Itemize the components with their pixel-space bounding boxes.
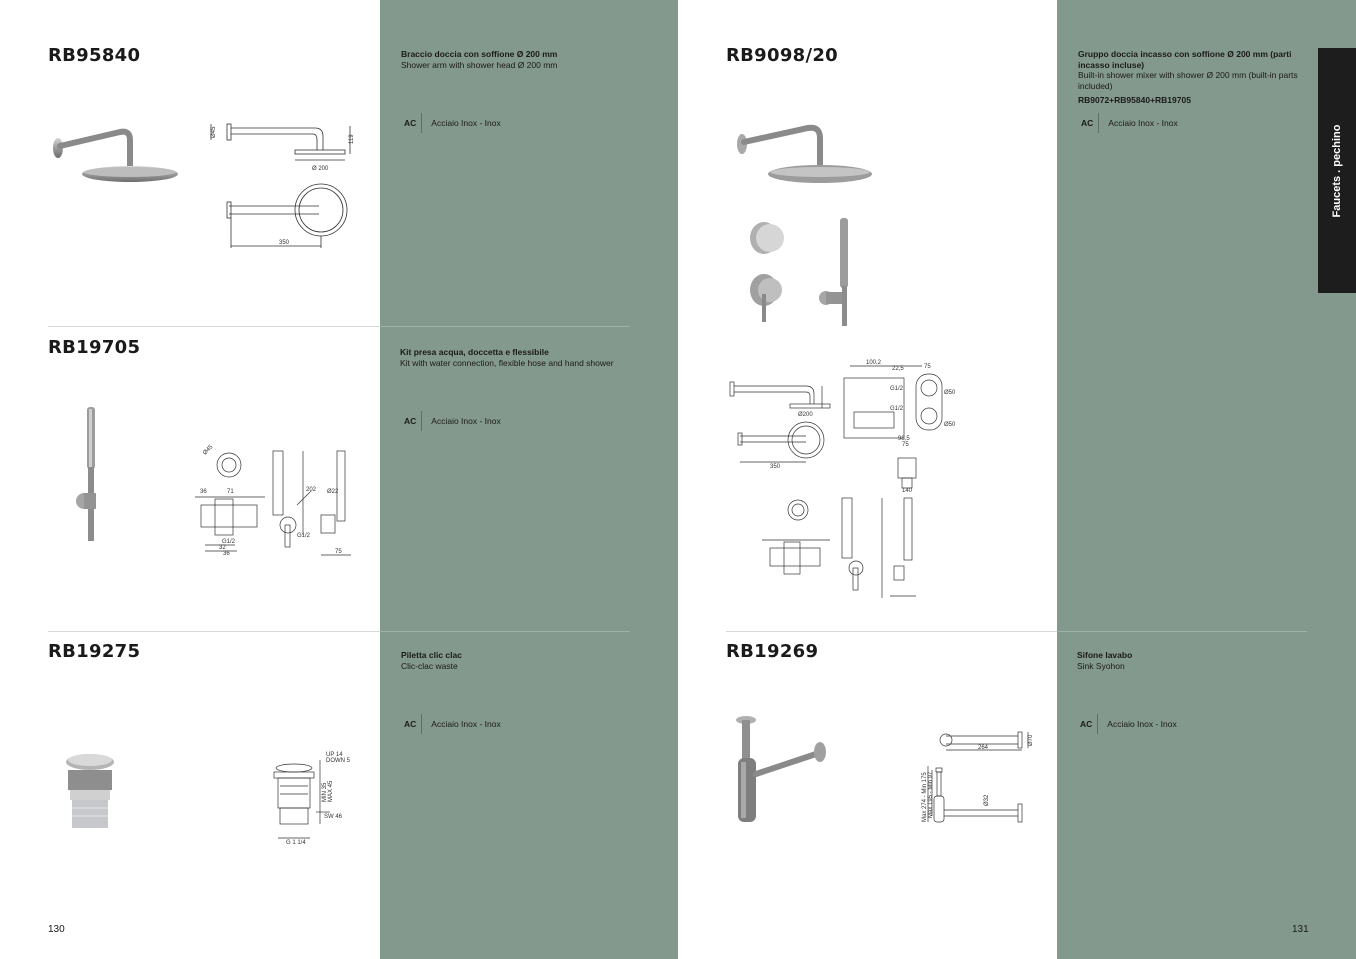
product-name-en: Sink Syohon [1077,660,1125,671]
product-description [1078,49,1298,106]
product-name-en: Shower arm with shower head Ø 200 mm [401,59,558,70]
dimension-label: 350 [770,464,781,470]
dimension-label: 75 [924,364,931,370]
dimension-label: 36 [223,551,230,557]
dimension-label: Ø45 [211,126,217,138]
product-description [1077,650,1287,671]
dimension-label: 264 [978,745,989,751]
dimension-label: Ø50 [944,390,956,396]
dimension-label: UP 14 [326,752,343,758]
finish-option [401,411,501,431]
product-code: RB19269 [726,641,819,662]
product-code: RB9098/20 [726,45,839,66]
finish-code: AC [1078,113,1099,133]
dimension-label: 32 [219,545,226,551]
dimension-label: G 1 1/4 [286,840,306,846]
product-name-it: Kit presa acqua, doccetta e flessibile [400,347,549,357]
dimension-label: 119 [349,134,355,144]
sink-siphon-technical-drawing [918,726,1038,826]
page-number: 130 [48,924,65,935]
dimension-label: 22,5 [892,366,904,372]
dimension-label: Ø32 [984,794,990,806]
product-description [401,49,611,70]
divider [48,631,380,632]
finish-option [401,714,501,734]
hand-shower-kit-technical-drawing [185,445,360,563]
divider [726,631,1057,632]
dimension-label: G1/2 [890,386,904,392]
hand-shower-kit-photo [75,405,115,545]
finish-option [401,113,501,133]
dimension-label: G1/2 [890,406,904,412]
section-tab-label: Faucets . pechino [1331,124,1343,217]
dimension-label: 71 [227,489,234,495]
product-combination: RB9072+RB95840+RB19705 [1078,95,1191,105]
dimension-label: Max 195 - Min 97 [928,771,934,818]
dimension-label: DOWN 5 [326,758,350,764]
shower-arm-technical-drawing [205,118,365,253]
dimension-label: MIN 35 [322,782,328,802]
product-name-it: Piletta clic clac [401,650,462,660]
finish-option [1078,113,1178,133]
clic-clac-waste-photo [62,752,122,834]
product-name-it: Sifone lavabo [1077,650,1133,660]
dimension-label: Ø22 [327,489,339,495]
dimension-label: MAX 45 [328,780,334,802]
dimension-label: 75 [902,442,909,448]
divider [380,631,630,632]
dimension-label: Ø70 [1028,734,1034,746]
page-number: 131 [1292,924,1309,935]
finish-name: Acciaio Inox - Inox [431,118,501,128]
dimension-label: 36 [200,489,207,495]
finish-name: Acciaio Inox - Inox [431,416,501,426]
dimension-label: SW 46 [324,814,343,820]
product-description [400,347,640,368]
dimension-label: Ø45 [202,444,215,457]
product-name-en: Kit with water connection, flexible hose and hand shower [400,357,614,368]
product-code: RB19705 [48,337,141,358]
dimension-label: 350 [279,240,290,246]
right-spec-panel [1057,0,1356,959]
shower-set-photo [732,118,882,330]
finish-name: Acciaio Inox - Inox [1108,118,1178,128]
dimension-label: Ø50 [944,422,956,428]
left-spec-panel [380,0,678,959]
section-tab [1318,48,1356,293]
dimension-label: Ø200 [798,412,813,418]
shower-set-technical-drawing [726,358,966,603]
finish-option [1077,714,1177,734]
dimension-label: G1/2 [222,539,236,545]
clic-clac-waste-technical-drawing [270,750,360,848]
finish-code: AC [401,411,422,431]
product-name-it: Braccio doccia con soffione Ø 200 mm [401,49,558,59]
dimension-label: 140 [902,488,913,494]
finish-name: Acciaio Inox - Inox [431,719,501,729]
dimension-label: Ø 200 [312,166,329,172]
product-code: RB95840 [48,45,141,66]
dimension-label: G1/2 [297,533,311,539]
finish-code: AC [401,714,422,734]
dimension-label: 100,2 [866,360,882,366]
divider [1057,631,1307,632]
shower-arm-photo [50,118,180,188]
dimension-label: Max 274 - Min 175 [922,772,928,822]
sink-siphon-photo [732,714,832,826]
finish-name: Acciaio Inox - Inox [1107,719,1177,729]
product-code: RB19275 [48,641,141,662]
finish-code: AC [401,113,422,133]
product-name-it: Gruppo doccia incasso con soffione Ø 200 mm (parti incasso incluse) [1078,49,1292,70]
divider [380,326,630,327]
dimension-label: 75 [335,549,342,555]
divider [48,326,380,327]
product-description [401,650,611,671]
finish-code: AC [1077,714,1098,734]
product-name-en: Clic-clac waste [401,660,458,671]
dimension-label: 98,5 [898,436,910,442]
product-name-en: Built-in shower mixer with shower Ø 200 mm (built-in parts included) [1078,70,1298,91]
dimension-label: 202 [306,487,317,493]
